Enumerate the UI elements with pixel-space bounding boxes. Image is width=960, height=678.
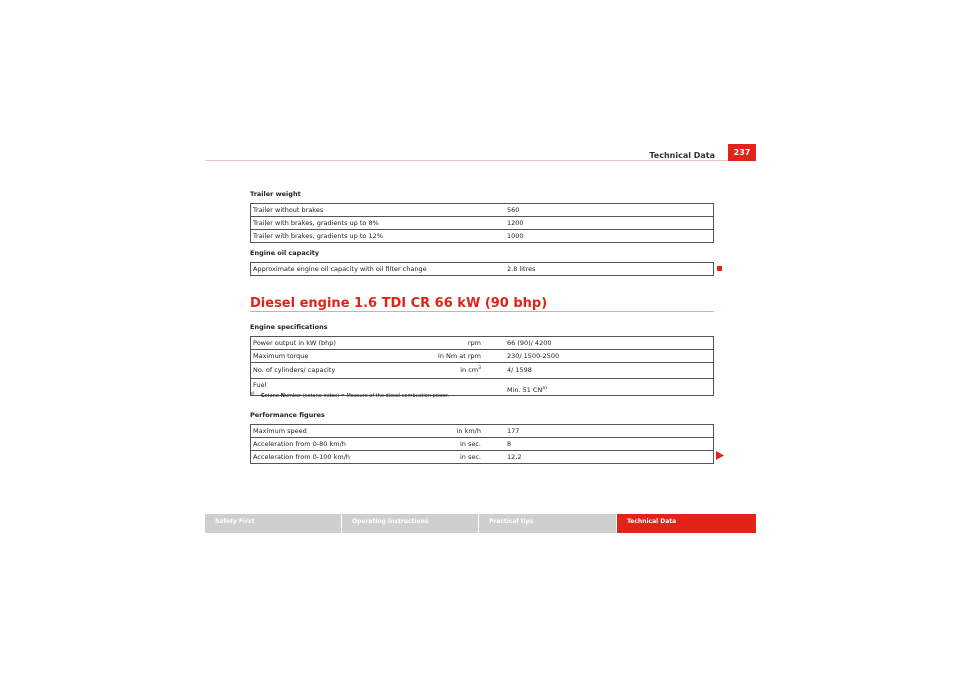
row-unit: in $cm^3$: [460, 365, 481, 374]
row-value: 560: [507, 206, 520, 214]
table-row: [251, 204, 713, 217]
section-end-marker: [717, 266, 722, 271]
row-unit: in km/h: [456, 427, 481, 435]
footer-tab-practical-tips[interactable]: Practical tips: [479, 514, 616, 533]
continue-arrow-icon[interactable]: [716, 451, 724, 460]
row-unit: rpm: [467, 339, 481, 347]
row-value: 4/ 1598: [507, 366, 532, 374]
oil-capacity-table: [250, 262, 714, 276]
title-rule: [250, 311, 714, 312]
row-label: Approximate engine oil capacity with oil filter change: [253, 265, 427, 273]
table-row: [251, 230, 713, 242]
row-unit: in sec.: [459, 453, 481, 461]
row-label: Maximum speed: [253, 427, 307, 435]
row-label: Trailer with brakes, gradients up to 12%: [253, 232, 383, 240]
row-unit: in sec.: [459, 440, 481, 448]
table-row: [251, 263, 713, 275]
footer-tab-operating-instructions[interactable]: Operating instructions: [342, 514, 478, 533]
row-value: 2.8 litres: [507, 265, 536, 273]
table-row: [251, 350, 713, 363]
row-value: 12,2: [507, 453, 522, 461]
table-row: [251, 451, 713, 463]
row-unit: in Nm at rpm: [438, 352, 481, 360]
oil-capacity-heading: Engine oil capacity: [250, 249, 320, 257]
diesel-engine-title: Diesel engine 1.6 TDI CR 66 kW (90 bhp): [250, 296, 548, 311]
page-number: 237: [728, 144, 756, 161]
engine-spec-heading: Engine specifications: [250, 323, 328, 331]
footer-tab-safety-first[interactable]: Safety First: [205, 514, 341, 533]
row-label: Trailer with brakes, gradients up to 8%: [253, 219, 379, 227]
row-label: Maximum torque: [253, 352, 309, 360]
table-row: [251, 438, 713, 451]
page-section-title: Technical Data: [649, 151, 715, 160]
footer-tab-technical-data[interactable]: Technical Data: [617, 514, 756, 533]
footnote: a) Cetane-Number (cetane index) = Measure of the diesel combustion power.: [250, 391, 450, 399]
row-value: 177: [507, 427, 520, 435]
row-label: Power output in kW (bhp): [253, 339, 336, 347]
row-label: Acceleration from 0-80 km/h: [253, 440, 346, 448]
engine-spec-table: [250, 336, 714, 396]
table-row: [251, 337, 713, 350]
row-value: Min. 51 CN$^{a)}$: [507, 385, 547, 394]
row-label: Trailer without brakes: [253, 206, 324, 214]
table-row: [251, 425, 713, 438]
row-value: 8: [507, 440, 512, 448]
row-value: 230/ 1500-2500: [507, 352, 560, 360]
trailer-weight-heading: Trailer weight: [250, 190, 301, 198]
row-value: 66 (90)/ 4200: [507, 339, 552, 347]
trailer-weight-table: [250, 203, 714, 243]
row-label: No. of cylinders/ capacity: [253, 366, 336, 374]
performance-table: [250, 424, 714, 464]
row-value: 1000: [507, 232, 524, 240]
header-rule: [205, 160, 756, 161]
row-value: 1200: [507, 219, 524, 227]
row-label: Acceleration from 0-100 km/h: [253, 453, 351, 461]
table-row: [251, 217, 713, 230]
row-label: Fuel: [253, 381, 267, 389]
table-row: [251, 363, 713, 379]
performance-heading: Performance figures: [250, 411, 325, 419]
